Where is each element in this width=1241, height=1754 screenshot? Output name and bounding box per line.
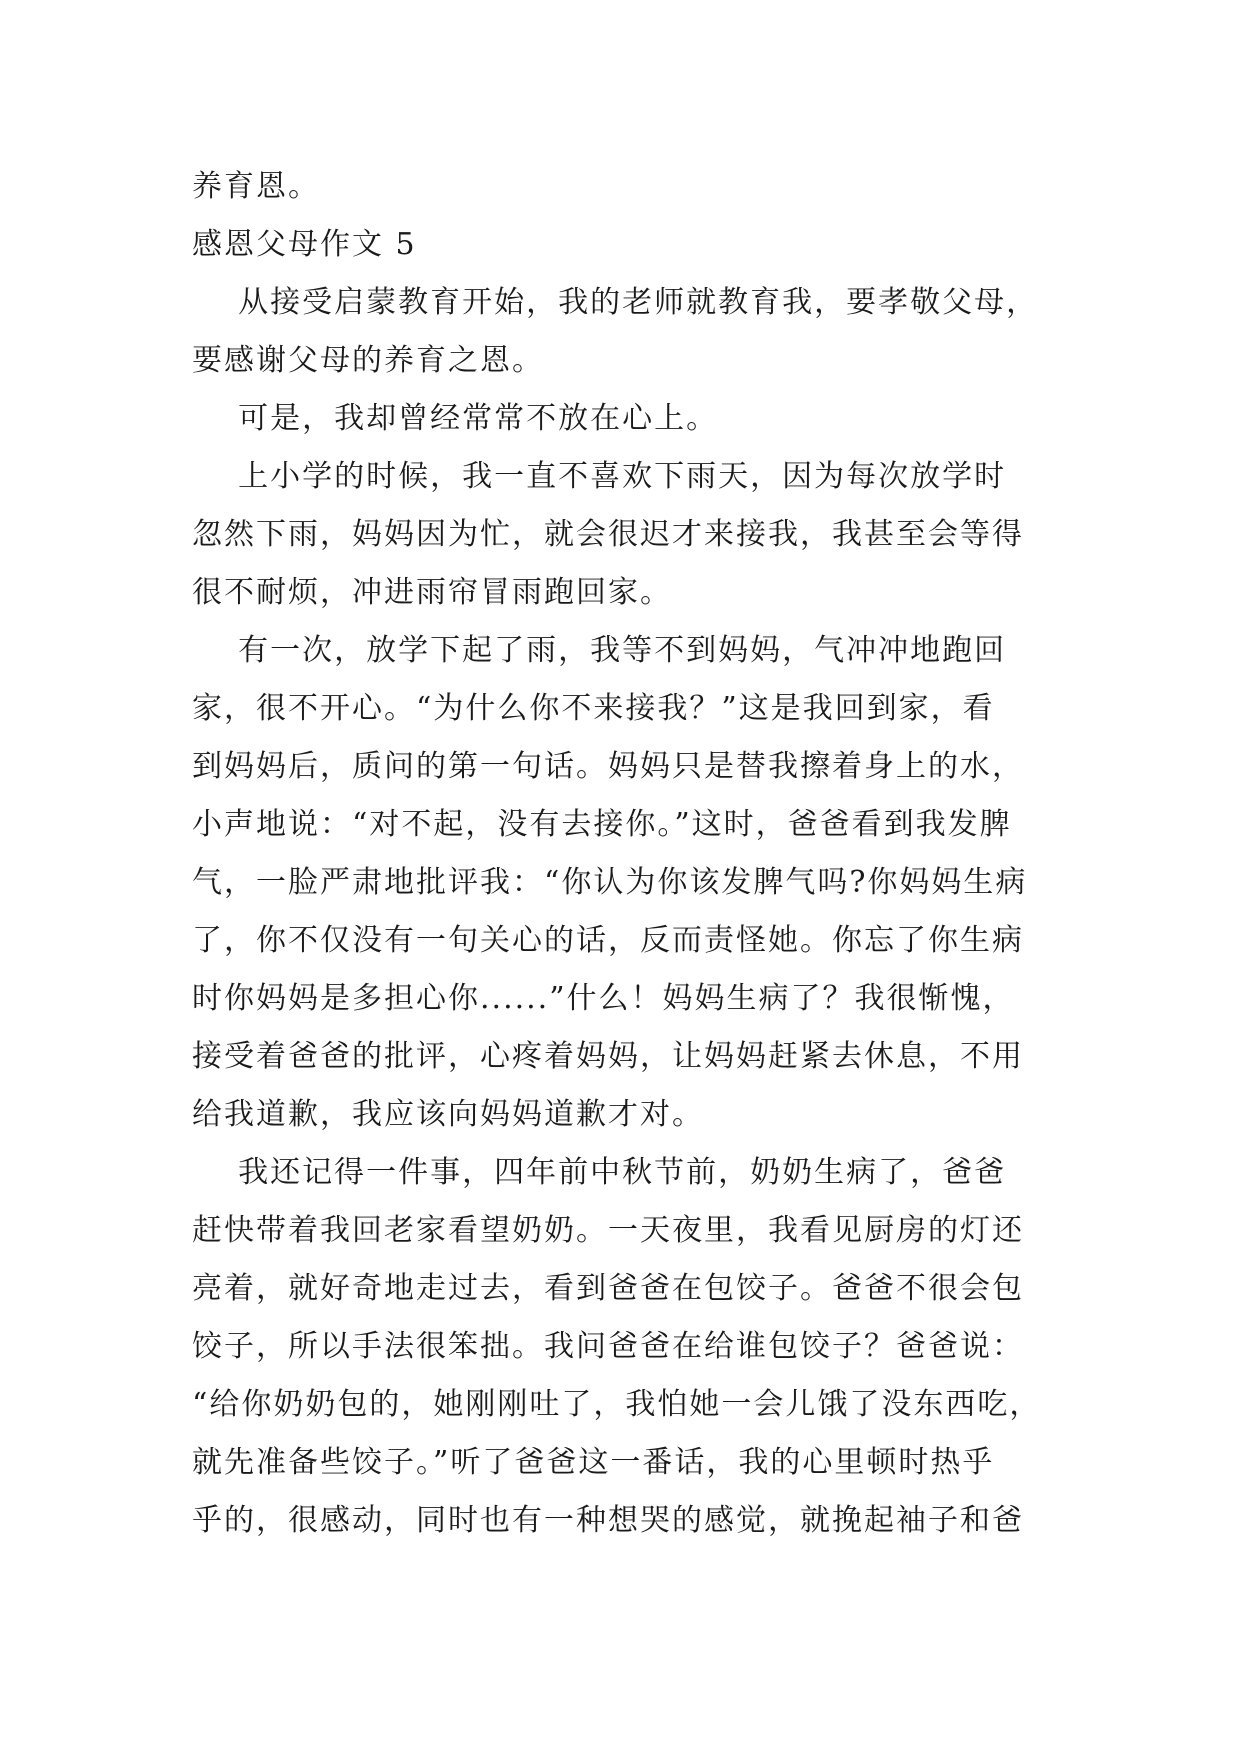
text-line: 时你妈妈是多担心你......”什么！妈妈生病了？我很惭愧， [192, 981, 1015, 1016]
text-line: 从接受启蒙教育开始，我的老师就教育我，要孝敬父母， [192, 285, 1039, 320]
text-line: 有一次，放学下起了雨，我等不到妈妈，气冲冲地跑回 [192, 633, 1007, 668]
text-line: 到妈妈后，质问的第一句话。妈妈只是替我擦着身上的水， [192, 749, 1024, 784]
section-heading: 感恩父母作文 5 [192, 227, 417, 262]
text-line: 了，你不仅没有一句关心的话，反而责怪她。你忘了你生病 [192, 923, 1024, 958]
text-line: 亮着，就好奇地走过去，看到爸爸在包饺子。爸爸不很会包 [192, 1271, 1024, 1306]
text-line: 上小学的时候，我一直不喜欢下雨天，因为每次放学时 [192, 459, 1007, 494]
text-line: 就先准备些饺子。”听了爸爸这一番话，我的心里顿时热乎 [192, 1445, 995, 1480]
text-line: 给我道歉，我应该向妈妈道歉才对。 [192, 1097, 704, 1132]
text-line: 小声地说：“对不起，没有去接你。”这时，爸爸看到我发脾 [192, 807, 1012, 842]
text-line: “给你奶奶包的，她刚刚吐了，我怕她一会儿饿了没东西吃， [192, 1387, 1042, 1422]
text-line: 忽然下雨，妈妈因为忙，就会很迟才来接我，我甚至会等得 [192, 517, 1024, 552]
text-line: 赶快带着我回老家看望奶奶。一天夜里，我看见厨房的灯还 [192, 1213, 1024, 1248]
document-body [192, 158, 1062, 1550]
text-line: 养育恩。 [192, 169, 320, 204]
text-line: 饺子，所以手法很笨拙。我问爸爸在给谁包饺子？爸爸说： [192, 1329, 1024, 1364]
text-line: 接受着爸爸的批评，心疼着妈妈，让妈妈赶紧去休息，不用 [192, 1039, 1024, 1074]
text-line: 家，很不开心。“为什么你不来接我？”这是我回到家，看 [192, 691, 995, 726]
text-line: 可是，我却曾经常常不放在心上。 [192, 401, 719, 436]
text-line: 气，一脸严肃地批评我：“你认为你该发脾气吗?你妈妈生病 [192, 865, 1028, 900]
text-line: 乎的，很感动，同时也有一种想哭的感觉，就挽起袖子和爸 [192, 1503, 1024, 1538]
text-line: 我还记得一件事，四年前中秋节前，奶奶生病了，爸爸 [192, 1155, 1007, 1190]
text-line: 很不耐烦，冲进雨帘冒雨跑回家。 [192, 575, 672, 610]
text-line: 要感谢父母的养育之恩。 [192, 343, 544, 378]
